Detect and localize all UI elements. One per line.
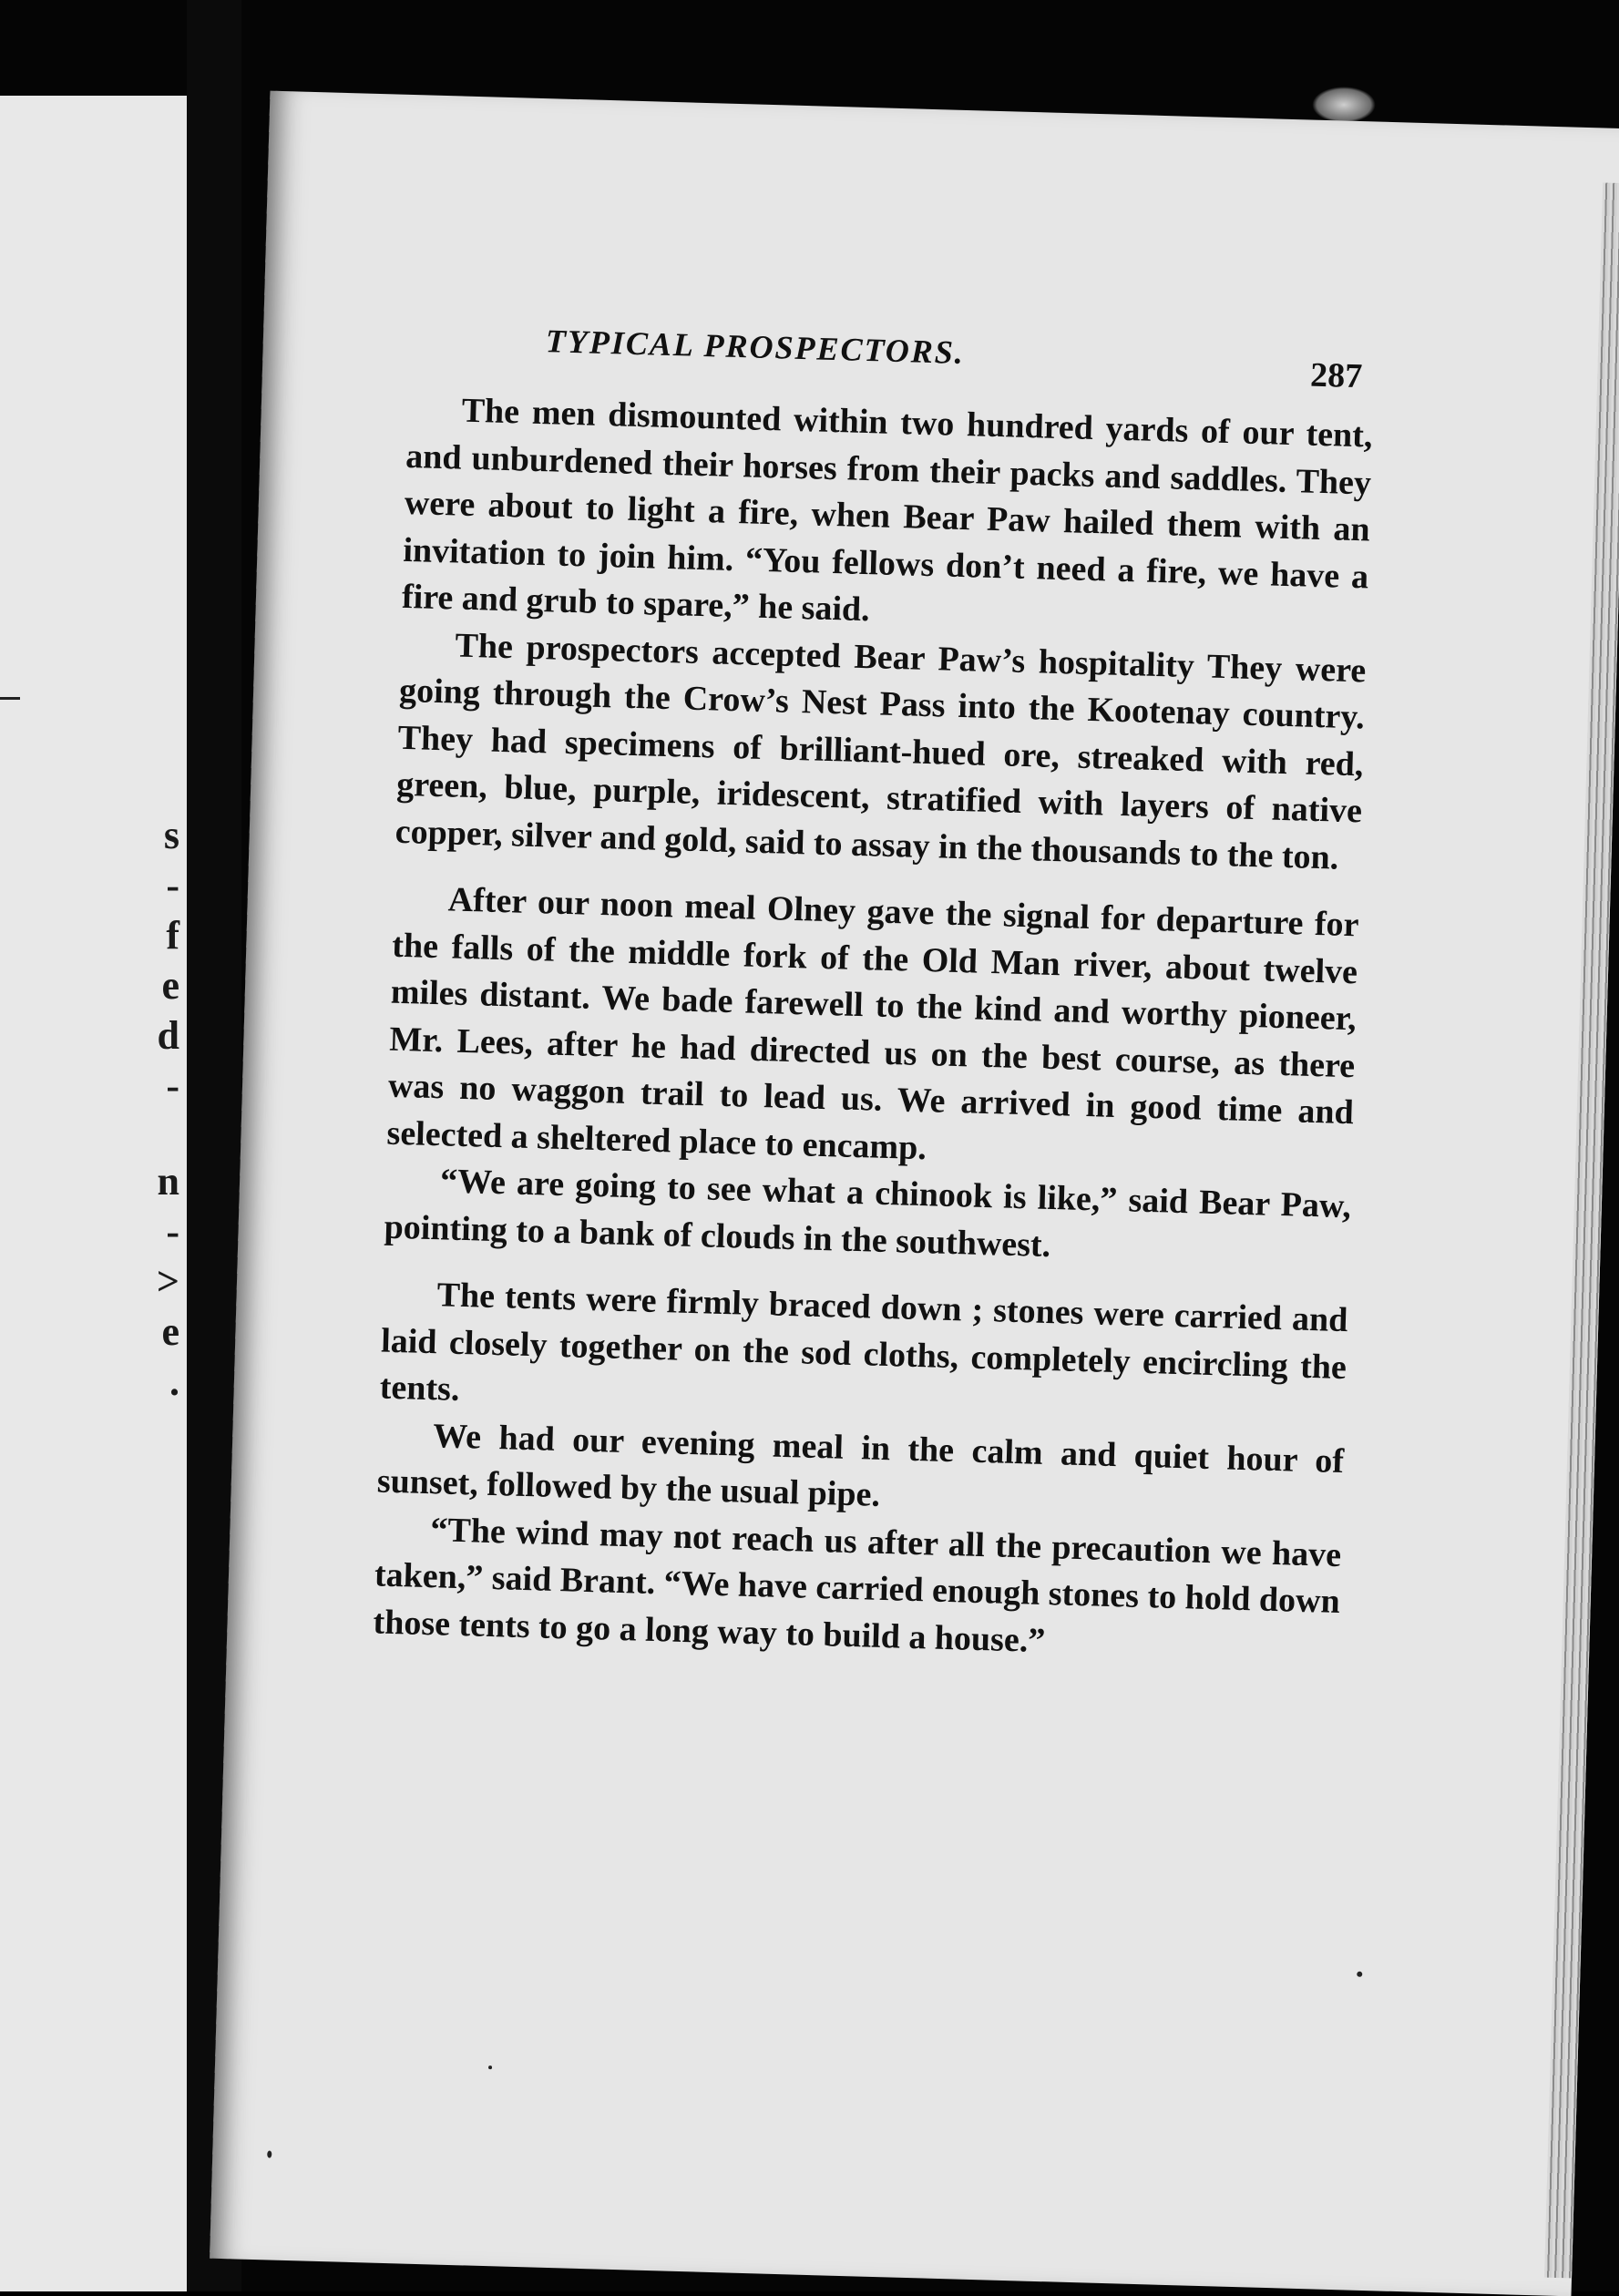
body-text	[373, 386, 1373, 1673]
previous-page-fragment: >	[156, 1259, 179, 1304]
page-number: 287	[1309, 355, 1363, 396]
previous-page-fragment: .	[169, 1359, 179, 1404]
paragraph: The prospectors accepted Bear Paw’s hospitality They were going through the Crow’s Nest Pass into the Kootenay country. They had specimens of brilliant-hued ore, streaked with red, green, blue, purple, iridescent, stratified with layers of native copper, silver and gold, said to assay in the thousands to the ton.	[395, 626, 1367, 877]
paragraph: After our noon meal Olney gave the signal for departure for the falls of the middle fork of the Old Man river, about twelve miles distant. We bade farewell to the kind and worthy pioneer, Mr. Lees, after he had directed us on the best course, as there was no waggon trail to lead us. We arrived in good time and selected a sheltered place to encamp.	[386, 880, 1360, 1167]
previous-page-edge	[0, 96, 187, 2291]
paragraph: The men dismounted within two hundred yards of our tent, and unburdened their horses from their packs and saddles. They were about to light a fire, when Bear Paw hailed them with an invitation to join him. “You fellows don’t need a fire, we have a fire and grub to spare,” he said.	[401, 391, 1373, 630]
previous-page-fragment: s	[163, 813, 179, 857]
previous-page-fragment: -	[166, 1209, 179, 1254]
paragraph: “We are going to see what a chinook is like,” said Bear Paw, pointing to a bank of clouds in the southwest.	[384, 1162, 1352, 1265]
previous-page-fragment: -	[166, 1063, 179, 1108]
corner-smudge	[1312, 87, 1376, 123]
previous-page-fragment: -	[166, 863, 179, 907]
ink-speck	[267, 2150, 272, 2158]
book-page	[210, 91, 1619, 2296]
previous-page-rule	[0, 697, 20, 700]
ink-speck	[1357, 1972, 1362, 1977]
previous-page-fragment: n	[157, 1159, 179, 1204]
previous-page-fragment: e	[161, 963, 179, 1008]
page-stack-edge	[1544, 182, 1619, 2278]
paragraph: “The wind may not reach us after all the precaution we have taken,” said Brant. “We have carried enough stones to hold down those tents to go a long way to build a house.”	[373, 1510, 1342, 1660]
previous-page-fragment: d	[157, 1013, 179, 1058]
paragraph: We had our evening meal in the calm and quiet hour of sunset, followed by the usual pipe.	[376, 1416, 1345, 1514]
previous-page-fragment: f	[166, 913, 179, 958]
ink-speck	[488, 2065, 492, 2069]
running-head: TYPICAL PROSPECTORS.	[545, 323, 966, 371]
paragraph: The tents were firmly braced down ; stones were carried and laid closely together on the sod cloths, completely encircling the tents.	[379, 1276, 1348, 1409]
previous-page-fragment: e	[161, 1309, 179, 1354]
